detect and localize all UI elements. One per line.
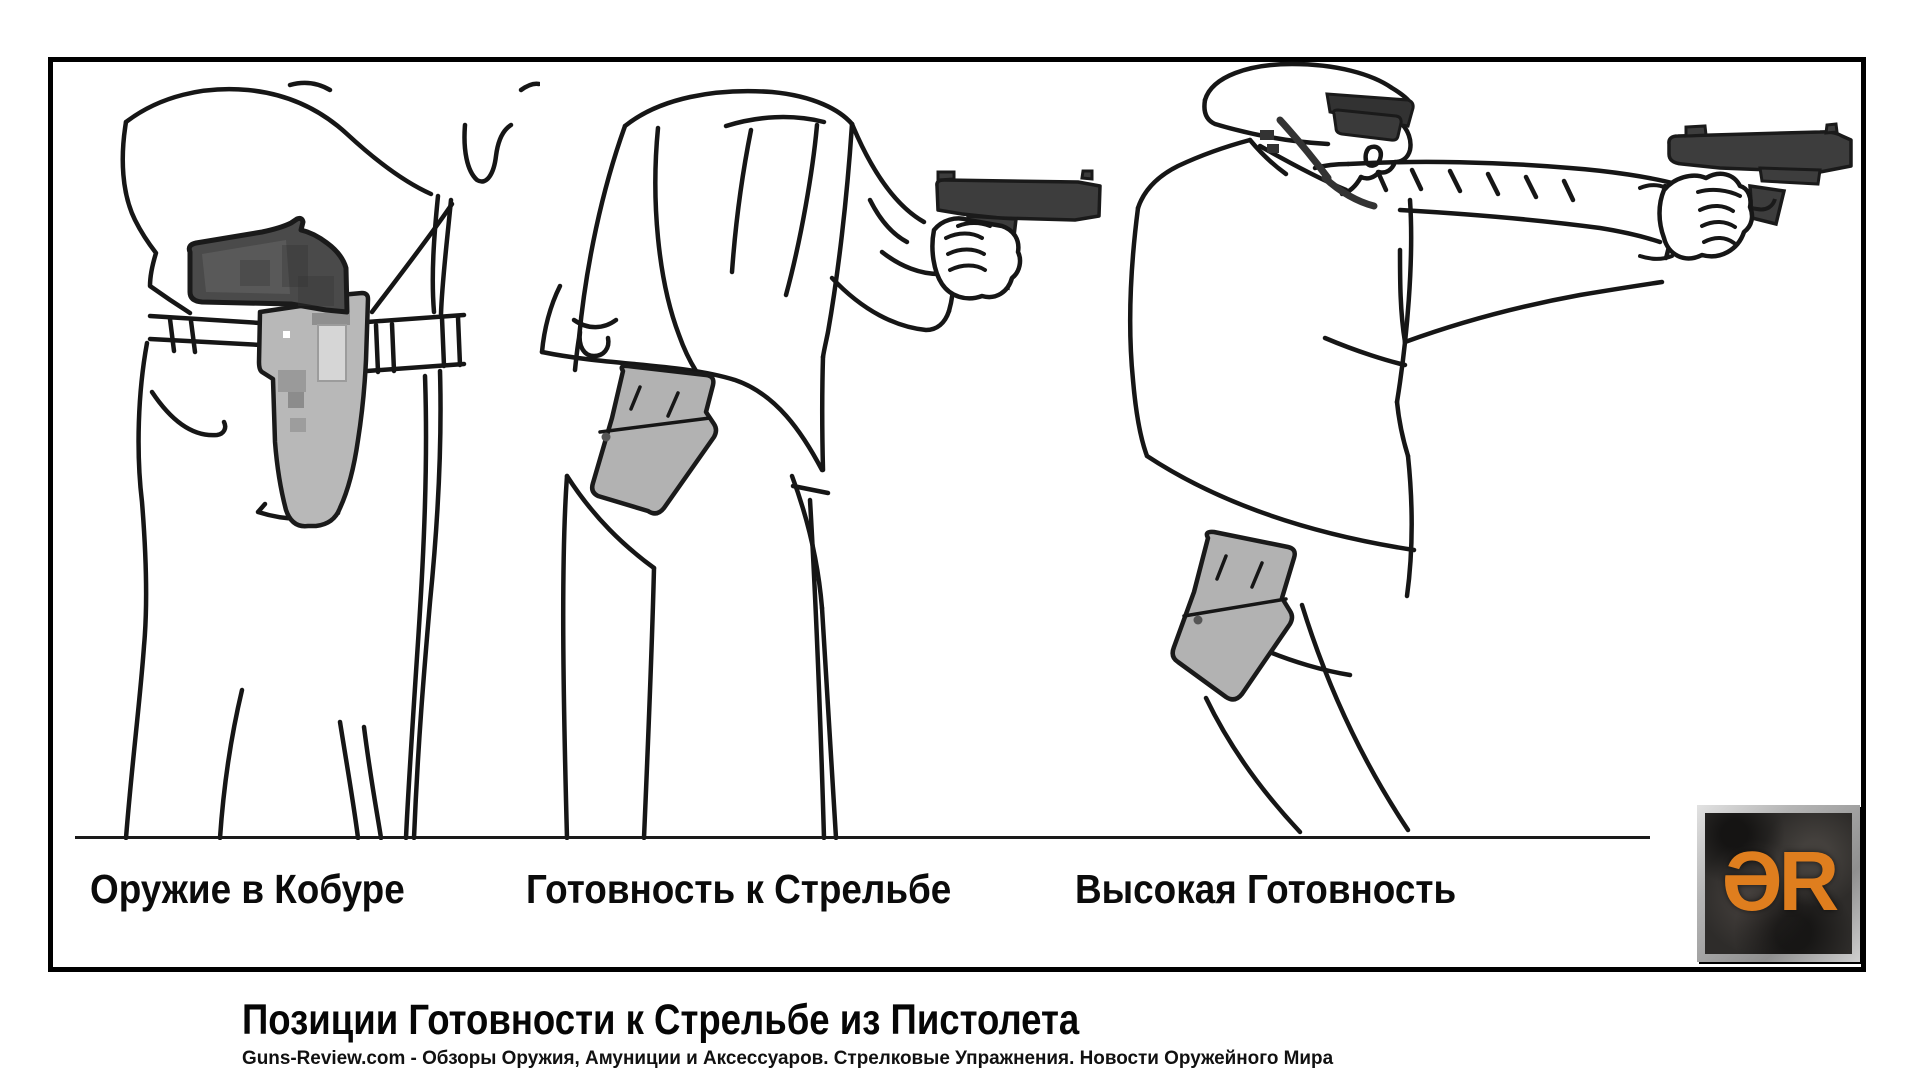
guns-review-logo: [1697, 805, 1860, 962]
pistol-aimed-high-ready-illustration: [1120, 60, 1866, 840]
guns-review-logo-letters: ƏR: [1721, 833, 1836, 928]
figure-label-ready-to-shoot: Готовность к Стрельбе: [526, 866, 952, 912]
figure-label-holstered: Оружие в Кобуре: [90, 866, 405, 912]
poster-subtitle: Guns-Review.com - Обзоры Оружия, Амуниции и Аксессуаров. Стрелковые Упражнения. Новости Оружейного Мира: [242, 1047, 1334, 1069]
caption-divider-line: [75, 836, 1650, 839]
pistol-drawn-ready-illustration: [530, 80, 1110, 840]
pistol-in-holster-illustration: [90, 80, 540, 840]
figure-label-high-readiness: Высокая Готовность: [1075, 866, 1457, 912]
poster-title: Позиции Готовности к Стрельбе из Пистолета: [242, 996, 1080, 1044]
guns-review-logo-plate: [1705, 813, 1852, 954]
